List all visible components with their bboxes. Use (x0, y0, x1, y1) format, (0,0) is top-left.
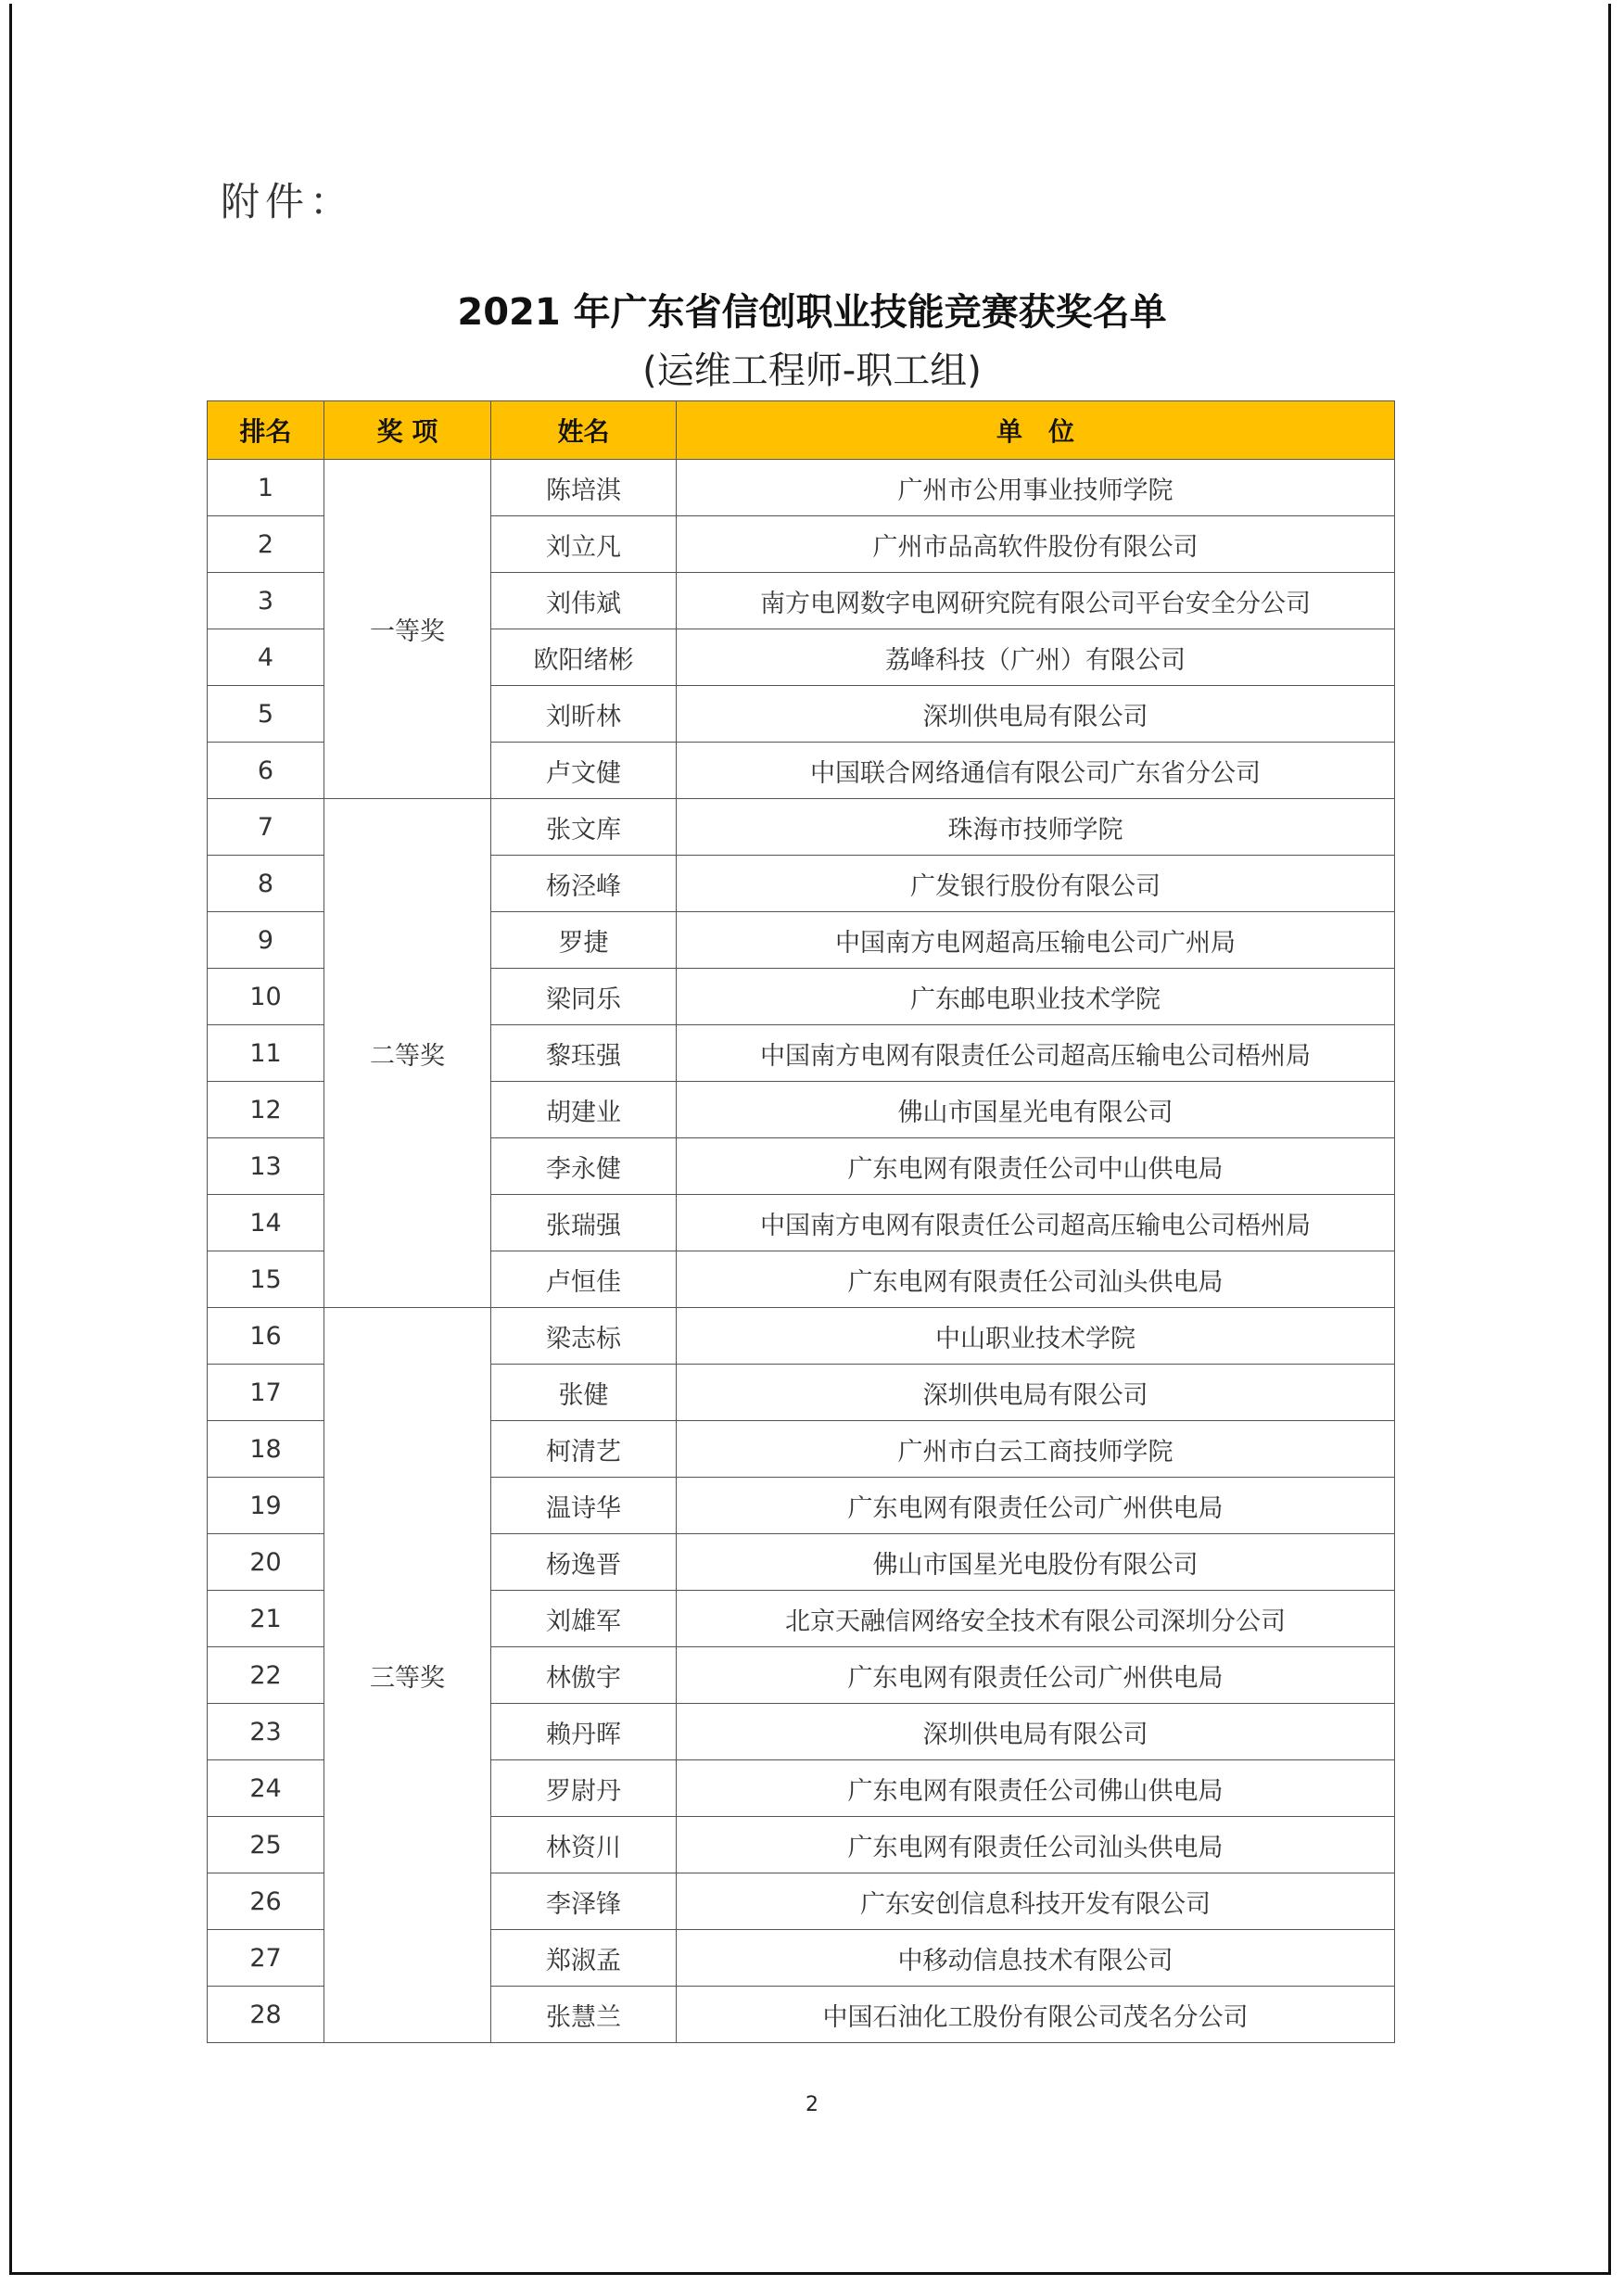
rank-cell: 19 (208, 1478, 324, 1534)
name-cell: 张慧兰 (491, 1987, 677, 2043)
table-body (208, 460, 1395, 2043)
unit-cell: 广州市品高软件股份有限公司 (677, 516, 1395, 573)
name-cell: 刘雄军 (491, 1591, 677, 1647)
rank-cell: 20 (208, 1534, 324, 1591)
name-cell: 梁志标 (491, 1308, 677, 1365)
rank-cell: 13 (208, 1138, 324, 1195)
rank-cell: 2 (208, 516, 324, 573)
award-cell: 一等奖 (324, 460, 491, 799)
unit-cell: 广州市公用事业技师学院 (677, 460, 1395, 516)
name-cell: 张瑞强 (491, 1195, 677, 1251)
unit-cell: 广发银行股份有限公司 (677, 856, 1395, 912)
name-cell: 卢恒佳 (491, 1251, 677, 1308)
rank-cell: 6 (208, 743, 324, 799)
rank-cell: 11 (208, 1025, 324, 1082)
rank-cell: 15 (208, 1251, 324, 1308)
name-cell: 林傲宇 (491, 1647, 677, 1704)
rank-cell: 22 (208, 1647, 324, 1704)
table-header-row (208, 401, 1395, 460)
name-cell: 卢文健 (491, 743, 677, 799)
unit-cell: 中国南方电网超高压输电公司广州局 (677, 912, 1395, 969)
unit-cell: 中国联合网络通信有限公司广东省分公司 (677, 743, 1395, 799)
unit-cell: 广东电网有限责任公司汕头供电局 (677, 1251, 1395, 1308)
unit-cell: 荔峰科技（广州）有限公司 (677, 629, 1395, 686)
unit-cell: 佛山市国星光电股份有限公司 (677, 1534, 1395, 1591)
unit-cell: 广东安创信息科技开发有限公司 (677, 1873, 1395, 1930)
rank-cell: 9 (208, 912, 324, 969)
unit-cell: 中国南方电网有限责任公司超高压输电公司梧州局 (677, 1025, 1395, 1082)
name-cell: 刘伟斌 (491, 573, 677, 629)
header-award: 奖 项 (324, 401, 491, 460)
name-cell: 罗捷 (491, 912, 677, 969)
unit-cell: 佛山市国星光电有限公司 (677, 1082, 1395, 1138)
rank-cell: 28 (208, 1987, 324, 2043)
unit-cell: 北京天融信网络安全技术有限公司深圳分公司 (677, 1591, 1395, 1647)
name-cell: 罗尉丹 (491, 1760, 677, 1817)
name-cell: 刘立凡 (491, 516, 677, 573)
unit-cell: 广东电网有限责任公司佛山供电局 (677, 1760, 1395, 1817)
document-subtitle: (运维工程师-职工组) (642, 349, 982, 392)
table-row (208, 1308, 1395, 1365)
name-cell: 李永健 (491, 1138, 677, 1195)
rank-cell: 14 (208, 1195, 324, 1251)
rank-cell: 17 (208, 1365, 324, 1421)
award-cell: 二等奖 (324, 799, 491, 1308)
header-name: 姓名 (491, 401, 677, 460)
rank-cell: 18 (208, 1421, 324, 1478)
name-cell: 温诗华 (491, 1478, 677, 1534)
unit-cell: 深圳供电局有限公司 (677, 1704, 1395, 1760)
name-cell: 赖丹晖 (491, 1704, 677, 1760)
unit-cell: 中国石油化工股份有限公司茂名分公司 (677, 1987, 1395, 2043)
award-cell: 三等奖 (324, 1308, 491, 2043)
table-row (208, 460, 1395, 516)
rank-cell: 25 (208, 1817, 324, 1873)
rank-cell: 21 (208, 1591, 324, 1647)
unit-cell: 中国南方电网有限责任公司超高压输电公司梧州局 (677, 1195, 1395, 1251)
rank-cell: 5 (208, 686, 324, 743)
rank-cell: 24 (208, 1760, 324, 1817)
unit-cell: 珠海市技师学院 (677, 799, 1395, 856)
rank-cell: 12 (208, 1082, 324, 1138)
name-cell: 欧阳绪彬 (491, 629, 677, 686)
name-cell: 杨泾峰 (491, 856, 677, 912)
rank-cell: 10 (208, 969, 324, 1025)
header-unit: 单 位 (677, 401, 1395, 460)
unit-cell: 广州市白云工商技师学院 (677, 1421, 1395, 1478)
name-cell: 刘昕林 (491, 686, 677, 743)
unit-cell: 中山职业技术学院 (677, 1308, 1395, 1365)
document-title: 2021 年广东省信创职业技能竞赛获奖名单 (457, 291, 1167, 334)
header-rank: 排名 (208, 401, 324, 460)
name-cell: 梁同乐 (491, 969, 677, 1025)
name-cell: 黎珏强 (491, 1025, 677, 1082)
award-table (207, 400, 1395, 2043)
page-number: 2 (806, 2093, 818, 2116)
name-cell: 郑淑孟 (491, 1930, 677, 1987)
name-cell: 柯清艺 (491, 1421, 677, 1478)
name-cell: 林资川 (491, 1817, 677, 1873)
rank-cell: 27 (208, 1930, 324, 1987)
unit-cell: 广东邮电职业技术学院 (677, 969, 1395, 1025)
unit-cell: 广东电网有限责任公司汕头供电局 (677, 1817, 1395, 1873)
unit-cell: 深圳供电局有限公司 (677, 1365, 1395, 1421)
rank-cell: 8 (208, 856, 324, 912)
attachment-label: 附件： (221, 179, 355, 224)
unit-cell: 广东电网有限责任公司广州供电局 (677, 1478, 1395, 1534)
name-cell: 张文库 (491, 799, 677, 856)
rank-cell: 4 (208, 629, 324, 686)
rank-cell: 23 (208, 1704, 324, 1760)
name-cell: 张健 (491, 1365, 677, 1421)
table-row (208, 799, 1395, 856)
unit-cell: 广东电网有限责任公司广州供电局 (677, 1647, 1395, 1704)
name-cell: 杨逸晋 (491, 1534, 677, 1591)
name-cell: 李泽锋 (491, 1873, 677, 1930)
name-cell: 胡建业 (491, 1082, 677, 1138)
unit-cell: 中移动信息技术有限公司 (677, 1930, 1395, 1987)
rank-cell: 16 (208, 1308, 324, 1365)
unit-cell: 深圳供电局有限公司 (677, 686, 1395, 743)
unit-cell: 广东电网有限责任公司中山供电局 (677, 1138, 1395, 1195)
rank-cell: 7 (208, 799, 324, 856)
rank-cell: 26 (208, 1873, 324, 1930)
unit-cell: 南方电网数字电网研究院有限公司平台安全分公司 (677, 573, 1395, 629)
rank-cell: 1 (208, 460, 324, 516)
rank-cell: 3 (208, 573, 324, 629)
name-cell: 陈培淇 (491, 460, 677, 516)
